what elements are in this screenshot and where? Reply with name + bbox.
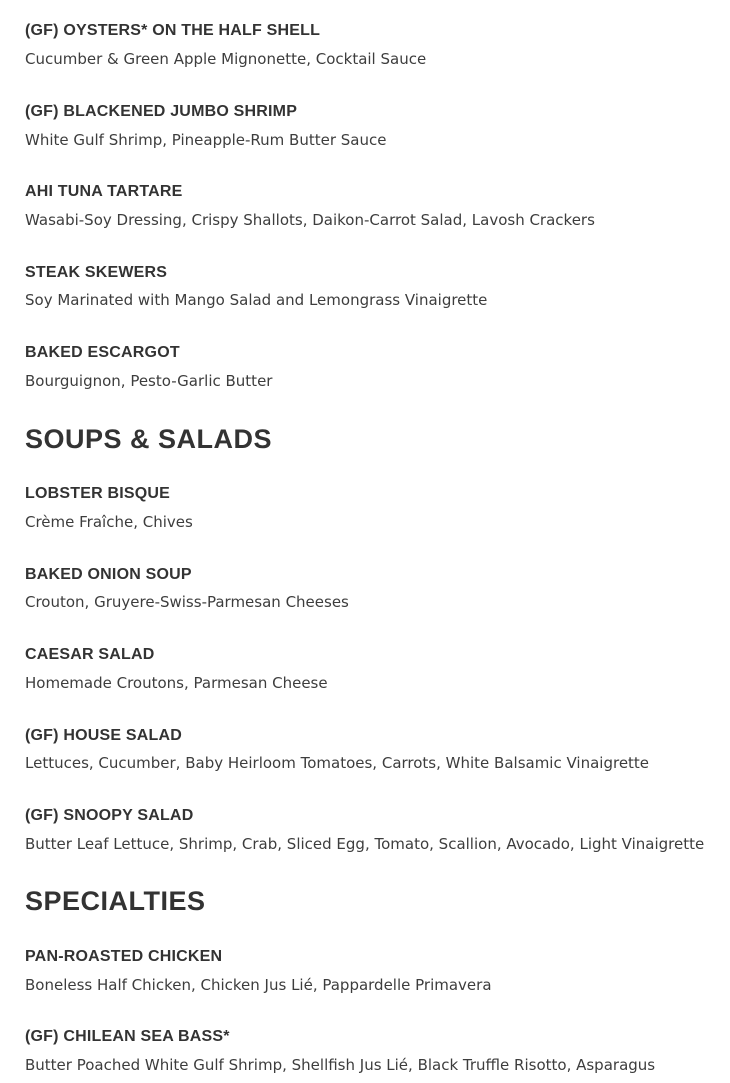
- menu-item-name: BAKED ONION SOUP: [25, 566, 192, 583]
- menu-item-description: Boneless Half Chicken, Chicken Jus Lié, Pappardelle Primavera: [25, 976, 492, 994]
- menu-item-description: Homemade Croutons, Parmesan Cheese: [25, 674, 328, 692]
- section-title-soups-salads: SOUPS & SALADS: [25, 424, 273, 454]
- menu-item-description: Wasabi-Soy Dressing, Crispy Shallots, Daikon-Carrot Salad, Lavosh Crackers: [25, 211, 595, 229]
- section-title-specialties: SPECIALTIES: [25, 886, 206, 916]
- menu-item-description: Soy Marinated with Mango Salad and Lemongrass Vinaigrette: [25, 291, 488, 309]
- menu-item-name: (GF) SNOOPY SALAD: [25, 807, 194, 824]
- menu-item-description: Butter Leaf Lettuce, Shrimp, Crab, Sliced Egg, Tomato, Scallion, Avocado, Light Vinaigrette: [25, 835, 705, 853]
- menu-item-name: AHI TUNA TARTARE: [25, 183, 183, 200]
- menu-item-description: Bourguignon, Pesto-Garlic Butter: [25, 372, 273, 390]
- menu-item-name: (GF) OYSTERS* ON THE HALF SHELL: [25, 22, 321, 39]
- menu-item-name: PAN-ROASTED CHICKEN: [25, 948, 223, 965]
- menu-item-description: White Gulf Shrimp, Pineapple-Rum Butter Sauce: [25, 131, 387, 149]
- menu-item-description: Butter Poached White Gulf Shrimp, Shellfish Jus Lié, Black Truffle Risotto, Asparagus: [25, 1056, 656, 1074]
- menu-item-description: Cucumber & Green Apple Mignonette, Cocktail Sauce: [25, 50, 427, 68]
- menu-item-name: STEAK SKEWERS: [25, 264, 168, 281]
- menu-item-name: (GF) BLACKENED JUMBO SHRIMP: [25, 103, 298, 120]
- menu-item-name: CAESAR SALAD: [25, 646, 155, 663]
- menu-item-description: Crème Fraîche, Chives: [25, 513, 193, 531]
- menu-item-description: Crouton, Gruyere-Swiss-Parmesan Cheeses: [25, 593, 349, 611]
- menu-item-description: Lettuces, Cucumber, Baby Heirloom Tomatoes, Carrots, White Balsamic Vinaigrette: [25, 754, 650, 772]
- menu-item-name: (GF) HOUSE SALAD: [25, 727, 182, 744]
- menu-item-name: (GF) CHILEAN SEA BASS*: [25, 1028, 230, 1045]
- menu-item-name: BAKED ESCARGOT: [25, 344, 180, 361]
- menu-item-name: LOBSTER BISQUE: [25, 485, 171, 502]
